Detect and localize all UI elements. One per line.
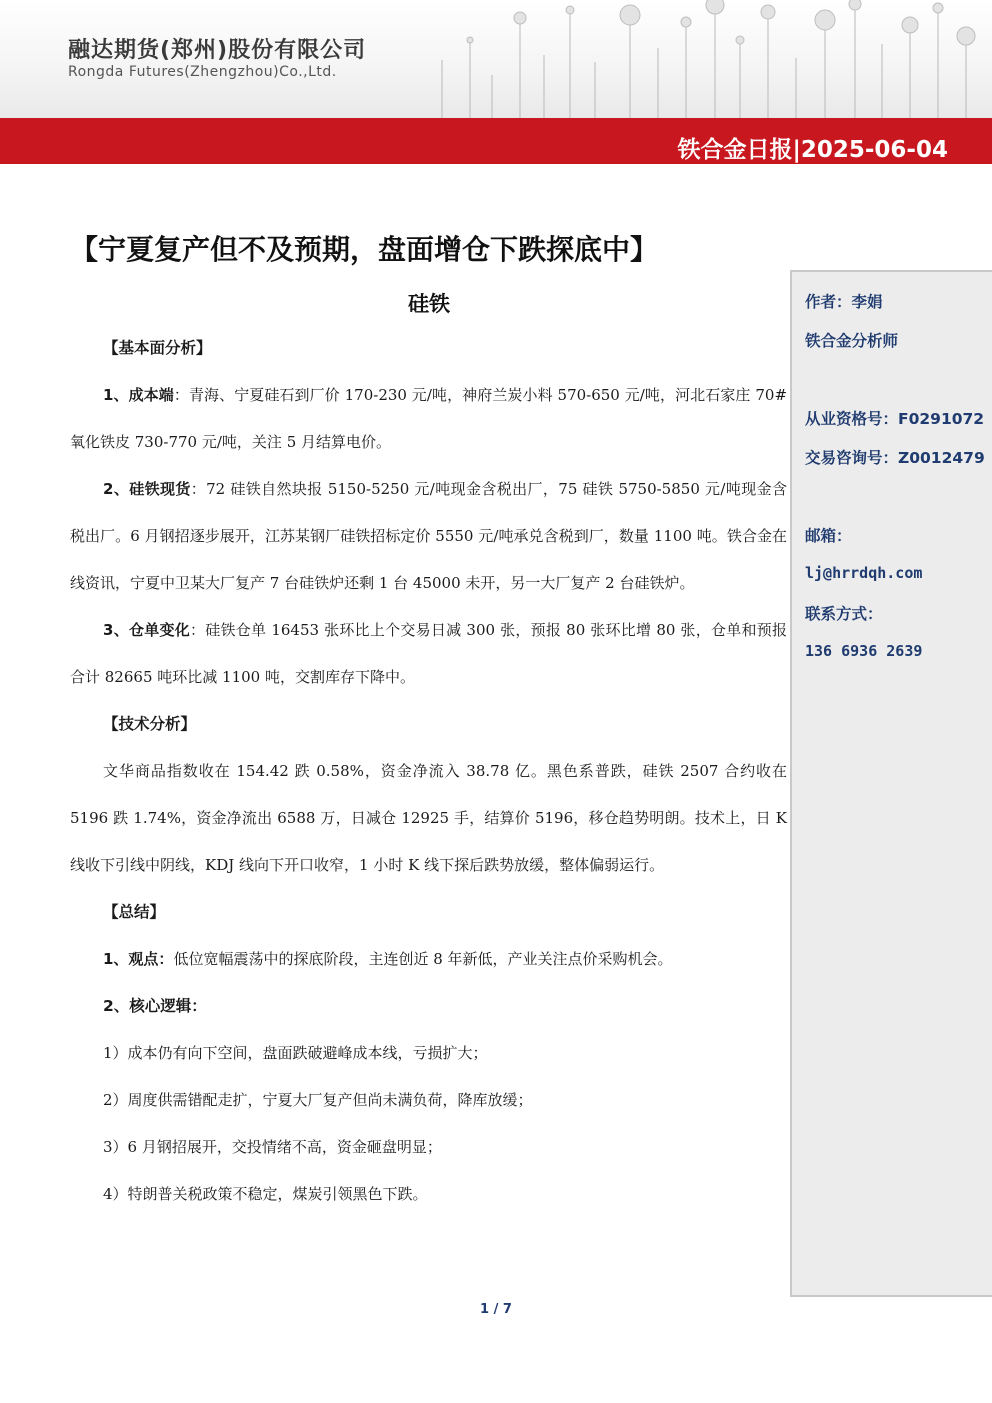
warrant-label: 3、仓单变化 xyxy=(103,621,190,639)
view-label: 1、观点： xyxy=(103,950,174,968)
contact-label: 联系方式： xyxy=(805,605,883,623)
page-header xyxy=(0,0,992,118)
company-name-cn: 融达期货(郑州)股份有限公司 xyxy=(68,38,367,63)
view-paragraph xyxy=(70,936,787,983)
technical-heading: 【技术分析】 xyxy=(103,715,197,733)
report-body xyxy=(70,325,787,1218)
fundamental-heading: 【基本面分析】 xyxy=(103,339,212,357)
author-role: 铁合金分析师 xyxy=(805,332,899,350)
logic-item: 4）特朗普关税政策不稳定，煤炭引领黑色下跌。 xyxy=(103,1185,428,1203)
report-title: 铁合金日报|2025-06-04 xyxy=(677,137,948,163)
spot-label: 2、硅铁现货 xyxy=(103,480,191,498)
warrant-paragraph xyxy=(70,607,787,701)
spot-paragraph xyxy=(70,466,787,607)
company-name-en: Rongda Futures(Zhengzhou)Co.,Ltd. xyxy=(68,64,337,80)
product-subtitle: 硅铁 xyxy=(408,292,450,316)
logic-item: 2）周度供需错配走扩，宁夏大厂复产但尚未满负荷，降库放缓； xyxy=(103,1091,533,1109)
cost-paragraph xyxy=(70,372,787,466)
email-address: lj@hrrdqh.com xyxy=(805,564,923,582)
logic-heading: 2、核心逻辑： xyxy=(103,997,207,1015)
page-number: 1 / 7 xyxy=(480,1302,512,1317)
summary-heading: 【总结】 xyxy=(103,903,166,921)
report-title-bar xyxy=(0,118,992,164)
warrant-text: ：硅铁仓单 16453 张环比上个交易日减 300 张，预报 80 张环比增 80 张，仓单和预报合计 82665 吨环比减 1100 吨，交割库存下降中。 xyxy=(70,621,787,686)
phone-number: 136 6936 2639 xyxy=(805,642,923,660)
view-text: 低位宽幅震荡中的探底阶段，主连创近 8 年新低，产业关注点价采购机会。 xyxy=(173,950,673,968)
cost-text: ：青海、宁夏硅石到厂价 170-230 元/吨，神府兰炭小料 570-650 元/吨，河北石家庄 70#氧化铁皮 730-770 元/吨，关注 5 月结算电价。 xyxy=(70,386,788,451)
email-label: 邮箱： xyxy=(805,527,852,545)
author-name: 作者：李娟 xyxy=(805,293,883,311)
logic-item: 3）6 月钢招展开，交投情绪不高，资金砸盘明显； xyxy=(103,1138,442,1156)
page-title: 【宁夏复产但不及预期，盘面增仓下跌探底中】 xyxy=(70,233,659,266)
logic-item: 1）成本仍有向下空间，盘面跌破避峰成本线，亏损扩大； xyxy=(103,1044,488,1062)
consult-number: 交易咨询号：Z0012479 xyxy=(805,449,985,467)
author-sidebar xyxy=(790,270,992,1297)
spot-text: ：72 硅铁自然块报 5150-5250 元/吨现金含税出厂，75 硅铁 5750-5850 元/吨现金含税出厂。6 月钢招逐步展开，江苏某钢厂硅铁招标定价 5550 元/吨承兑含税到厂，数量 1100 吨。铁合金在线资讯，宁夏中卫某大厂复产 7 台硅铁炉还剩 1 台 45000 未开，另一大厂复产 2 台硅铁炉。 xyxy=(70,480,787,592)
technical-paragraph: 文华商品指数收在 154.42 跌 0.58%，资金净流入 38.78 亿。黑色系普跌，硅铁 2507 合约收在 5196 跌 1.74%，资金净流出 6588 万，日减仓 12925 手，结算价 5196，移仓趋势明朗。技术上，日 K 线收下引线中阴线，KDJ 线向下开口收窄，1 小时 K 线下探后跌势放缓，整体偏弱运行。 xyxy=(70,762,787,874)
qualification-number: 从业资格号：F0291072 xyxy=(805,410,985,428)
cost-label: 1、成本端 xyxy=(103,386,174,404)
decorative-lines-graphic xyxy=(430,0,992,118)
